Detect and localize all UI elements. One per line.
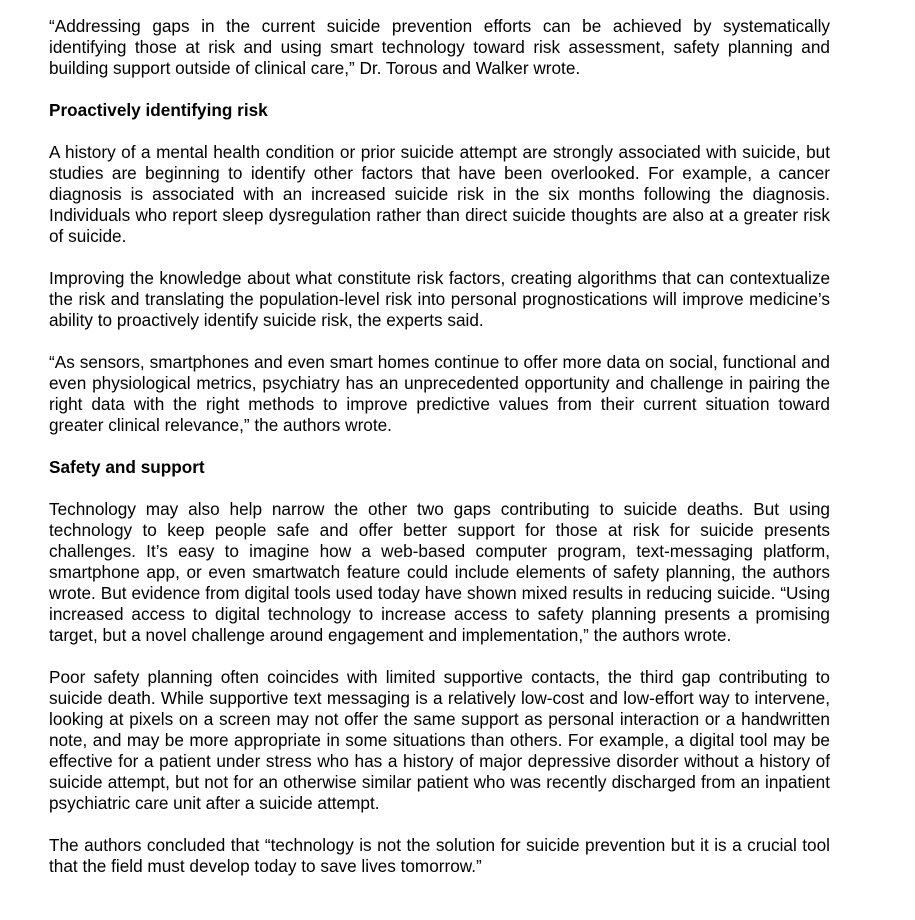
article-body [49, 16, 830, 898]
paragraph-technology-gaps: Technology may also help narrow the other two gaps contributing to suicide deaths. But using technology to keep people safe and offer better support for those at risk for suicide presents challenges. It’s easy to imagine how a web-based computer program, text-messaging platform, smartphone app, or even smartwatch feature could include elements of safety planning, the authors wrote. But evidence from digital tools used today have shown mixed results in reducing suicide. “Using increased access to digital technology to increase access to safety planning presents a promising target, but a novel challenge around engagement and implementation,” the authors wrote. [49, 499, 830, 645]
paragraph-poor-safety-planning: Poor safety planning often coincides with limited supportive contacts, the third gap contributing to suicide death. While supportive text messaging is a relatively low-cost and low-effort way to intervene, looking at pixels on a screen may not offer the same support as personal interaction or a handwritten note, and may be more appropriate in some situations than others. For example, a digital tool may be effective for a patient under stress who has a history of major depressive disorder without a history of suicide attempt, but not for an otherwise similar patient who was recently discharged from an inpatient psychiatric care unit after a suicide attempt. [49, 667, 830, 813]
paragraph-intro-quote: “Addressing gaps in the current suicide prevention efforts can be achieved by systematically identifying those at risk and using smart technology toward risk assessment, safety planning and building support outside of clinical care,” Dr. Torous and Walker wrote. [49, 16, 830, 78]
heading-proactively-identifying-risk: Proactively identifying risk [49, 100, 268, 120]
heading-safety-and-support: Safety and support [49, 457, 205, 477]
paragraph-sensors-quote: “As sensors, smartphones and even smart homes continue to offer more data on social, functional and even physiological metrics, psychiatry has an unprecedented opportunity and challenge in pairing the right data with the right methods to improve predictive values from their current situation toward greater clinical relevance,” the authors wrote. [49, 352, 830, 435]
paragraph-risk-history: A history of a mental health condition or prior suicide attempt are strongly associated with suicide, but studies are beginning to identify other factors that have been overlooked. For example, a cancer diagnosis is associated with an increased suicide risk in the six months following the diagnosis. Individuals who report sleep dysregulation rather than direct suicide thoughts are also at a greater risk of suicide. [49, 142, 830, 246]
paragraph-conclusion: The authors concluded that “technology is not the solution for suicide prevention but it is a crucial tool that the field must develop today to save lives tomorrow.” [49, 835, 830, 876]
paragraph-improving-knowledge: Improving the knowledge about what constitute risk factors, creating algorithms that can contextualize the risk and translating the population-level risk into personal prognostications will improve medicine’s ability to proactively identify suicide risk, the experts said. [49, 268, 830, 330]
